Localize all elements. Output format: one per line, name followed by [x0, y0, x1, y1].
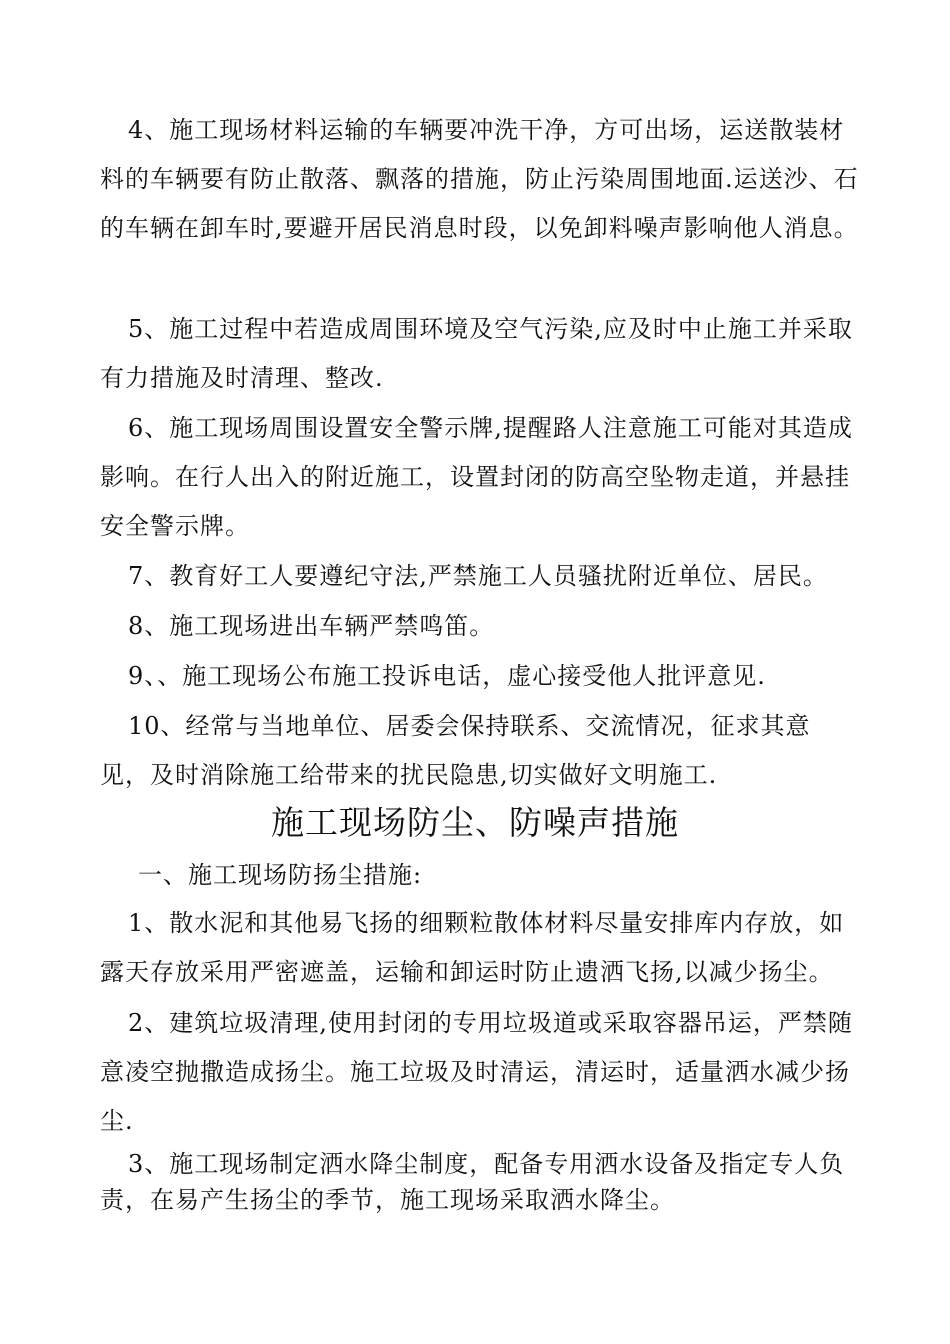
section-title: 施工现场防尘、防噪声措施 [271, 803, 679, 842]
paragraph-9: 9、、施工现场公布施工投诉电话，虚心接受他人批评意见. [128, 662, 766, 690]
dust-measure-3: 3、施工现场制定洒水降尘制度，配备专用洒水设备及指定专人负责，在易产生扬尘的季节，施工现场采取洒水降尘。 [100, 1150, 845, 1214]
paragraph-10: 10、经常与当地单位、居委会保持联系、交流情况，征求其意见，及时消除施工给带来的扰民隐患,切实做好文明施工. [100, 712, 811, 789]
paragraph-7: 7、教育好工人要遵纪守法,严禁施工人员骚扰附近单位、居民。 [128, 562, 828, 590]
subsection-title: 一、施工现场防扬尘措施: [138, 861, 423, 889]
paragraph-4: 4、施工现场材料运输的车辆要冲洗干净，方可出场，运送散装材料的车辆要有防止散落、飘落的措施，防止污染周围地面.运送沙、石的车辆在卸车时,要避开居民消息时段，以免卸料噪声影响他人消息。 [100, 116, 859, 242]
dust-measure-2: 2、建筑垃圾清理,使用封闭的专用垃圾道或采取容器吊运，严禁随意凌空抛撒造成扬尘。施工垃圾及时清运，清运时，适量洒水减少扬尘. [100, 1009, 853, 1135]
paragraph-6: 6、施工现场周围设置安全警示牌,提醒路人注意施工可能对其造成影响。在行人出入的附近施工，设置封闭的防高空坠物走道，并悬挂安全警示牌。 [100, 414, 853, 540]
paragraph-5: 5、施工过程中若造成周围环境及空气污染,应及时中止施工并采取有力措施及时清理、整改. [100, 315, 853, 392]
paragraph-8: 8、施工现场进出车辆严禁鸣笛。 [128, 612, 495, 640]
dust-measure-1: 1、散水泥和其他易飞扬的细颗粒散体材料尽量安排库内存放，如露天存放采用严密遮盖，运输和卸运时防止遗洒飞扬,以减少扬尘。 [100, 909, 845, 986]
